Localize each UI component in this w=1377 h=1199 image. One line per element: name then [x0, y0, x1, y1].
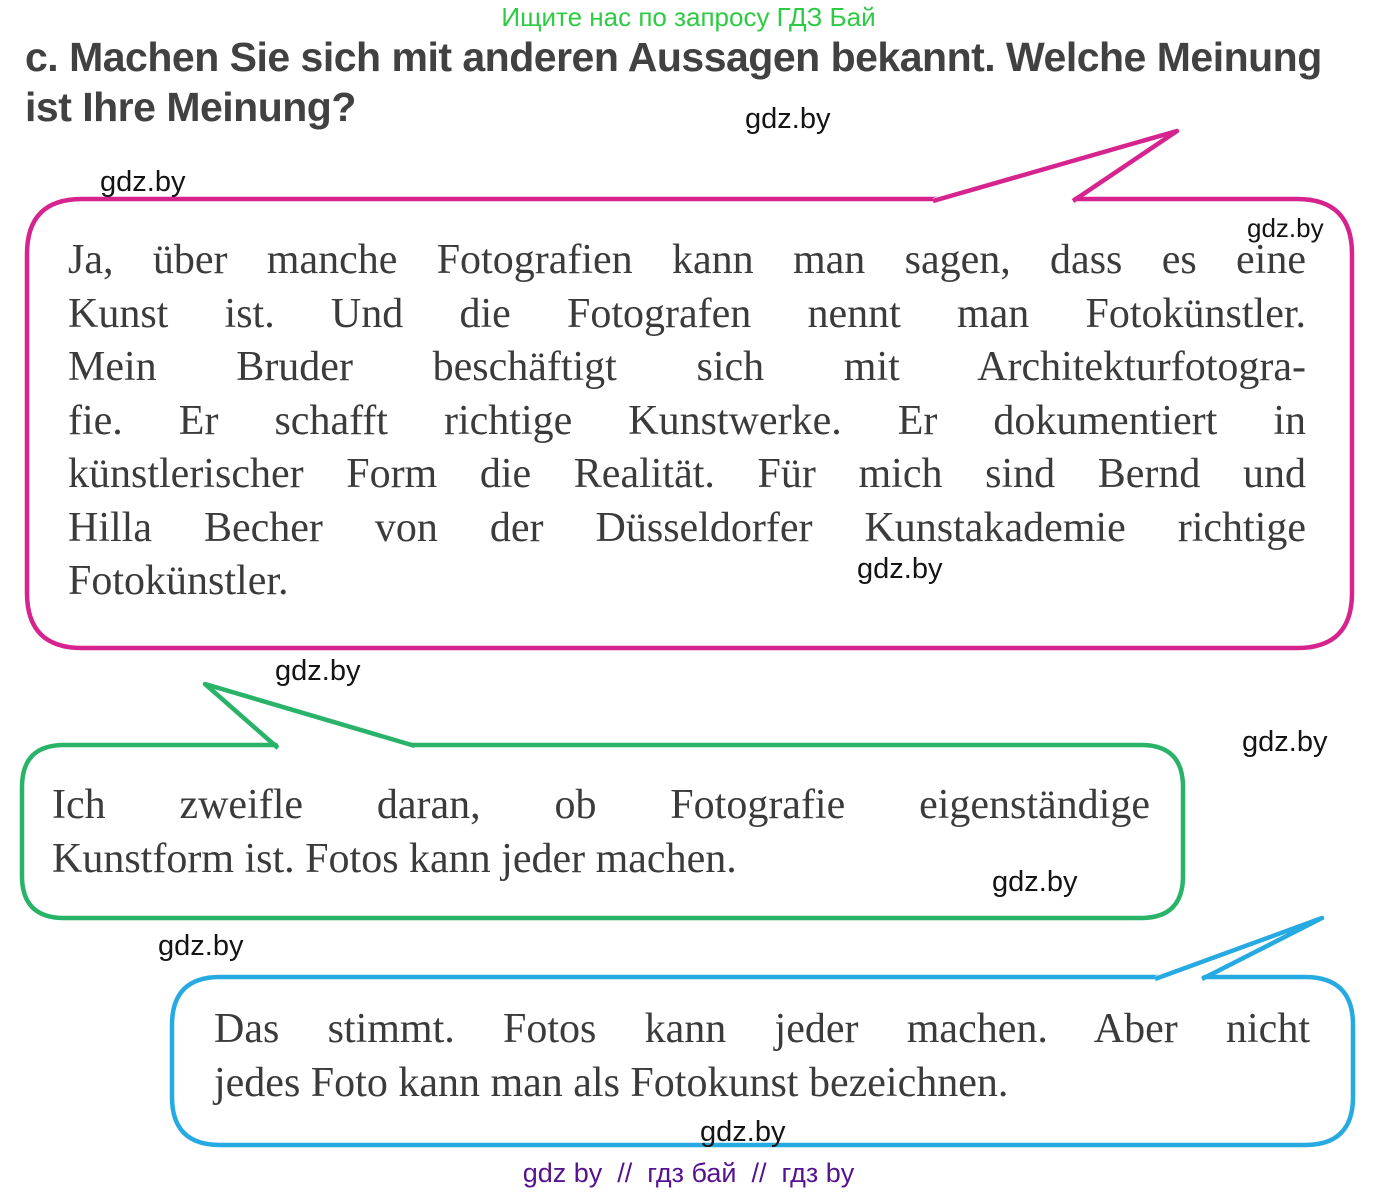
blue-bubble-text: [214, 1003, 1310, 1110]
speech-line: Das stimmt. Fotos kann jeder machen. Aber nicht: [214, 1006, 1310, 1052]
exercise-heading-line2: ist Ihre Meinung?: [25, 84, 356, 130]
watermark: gdz.by: [745, 103, 831, 135]
speech-line: Mein Bruder beschäftigt sich mit Architekturfotogra-: [68, 344, 1306, 390]
speech-line: fie. Er schafft richtige Kunstwerke. Er dokumentiert in: [68, 397, 1306, 444]
speech-line: Kunstform ist. Fotos kann jeder machen.: [52, 835, 737, 882]
speech-line: jedes Foto kann man als Fotokunst bezeichnen.: [214, 1059, 1009, 1106]
speech-line: künstlerischer Form die Realität. Für mich sind Bernd und: [68, 451, 1306, 497]
watermark: gdz.by: [857, 553, 943, 585]
speech-line: Kunst ist. Und die Fotografen nennt man Fotokünstler.: [68, 290, 1306, 337]
exercise-heading-line1: c. Machen Sie sich mit anderen Aussagen bekannt. Welche Meinung: [25, 34, 1322, 80]
watermark: gdz.by: [275, 655, 361, 687]
blue-bubble-tail: [1155, 918, 1322, 979]
promo-banner: Ищите нас по запросу ГДЗ Бай: [501, 2, 876, 32]
speech-line: Ich zweifle daran, ob Fotografie eigenständige: [52, 782, 1150, 828]
speech-line: Ja, über manche Fotografien kann man sagen, dass es eine: [68, 237, 1306, 283]
watermark: gdz.by: [100, 166, 186, 198]
speech-line: Hilla Becher von der Düsseldorfer Kunstakademie richtige: [68, 504, 1306, 551]
speech-line: Fotokünstler.: [68, 558, 289, 604]
watermark: gdz.by: [992, 866, 1078, 898]
watermark: gdz.by: [1247, 213, 1324, 243]
watermark: gdz.by: [1242, 726, 1328, 758]
green-bubble-text: [52, 779, 1150, 886]
watermark: gdz.by: [158, 930, 244, 962]
pink-bubble-text: [68, 234, 1306, 609]
footer-branding: gdz by // гдз бай // гдз by: [522, 1158, 855, 1188]
watermark: gdz.by: [700, 1116, 786, 1148]
